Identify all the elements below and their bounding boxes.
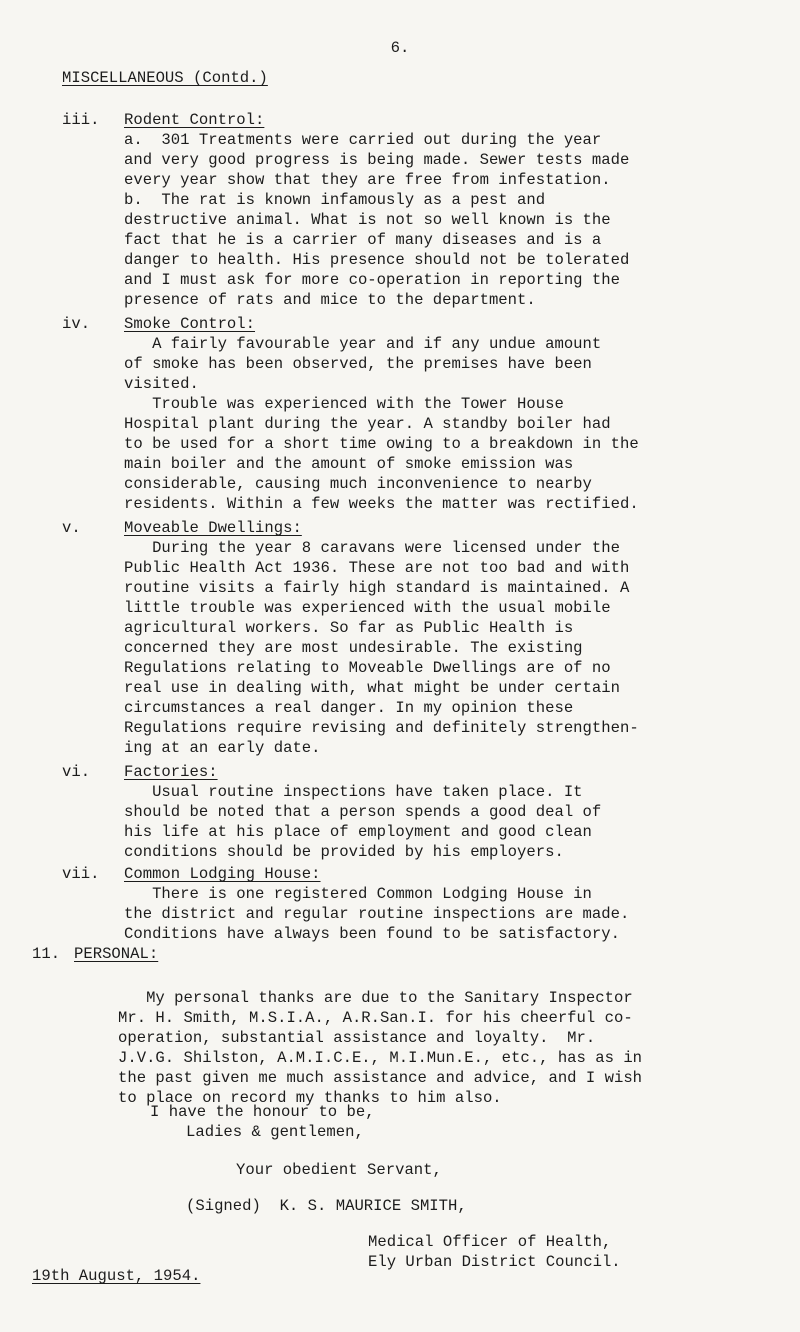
section-numeral: vi. (62, 763, 91, 781)
section-title: Rodent Control: (124, 111, 265, 129)
section-numeral: iv. (62, 315, 91, 333)
paragraph-line: concerned they are most undesirable. The existing (124, 639, 583, 657)
paragraph-line: routine visits a fairly high standard is maintained. A (124, 579, 630, 597)
section-numeral: vii. (62, 865, 100, 883)
paragraph-line: J.V.G. Shilston, A.M.I.C.E., M.I.Mun.E., etc., has as in (118, 1049, 643, 1067)
paragraph-line: operation, substantial assistance and loyalty. Mr. (118, 1029, 596, 1047)
paragraph-line: danger to health. His presence should not be tolerated (124, 251, 630, 269)
paragraph-line: considerable, causing much inconvenience to nearby (124, 475, 592, 493)
paragraph-line: fact that he is a carrier of many diseases and is a (124, 231, 602, 249)
paragraph-line: to be used for a short time owing to a breakdown in the (124, 435, 639, 453)
paragraph-line: Regulations relating to Moveable Dwellings are of no (124, 659, 611, 677)
section-title: Moveable Dwellings: (124, 519, 302, 537)
paragraph-line: of smoke has been observed, the premises have been (124, 355, 592, 373)
paragraph-line: agricultural workers. So far as Public Health is (124, 619, 574, 637)
paragraph-line: Regulations require revising and definitely strengthen- (124, 719, 639, 737)
signatory-council: Ely Urban District Council. (368, 1253, 621, 1271)
paragraph-line: real use in dealing with, what might be under certain (124, 679, 620, 697)
paragraph-line: the past given me much assistance and advice, and I wish (118, 1069, 643, 1087)
section-title: PERSONAL: (74, 945, 159, 963)
paragraph-line: to place on record my thanks to him also. (118, 1089, 502, 1107)
paragraph-line: visited. (124, 375, 199, 393)
paragraph-line: Hospital plant during the year. A standby boiler had (124, 415, 611, 433)
section-heading: MISCELLANEOUS (Contd.) (62, 69, 268, 87)
paragraph-line: My personal thanks are due to the Sanitary Inspector (118, 989, 633, 1007)
section-title: Common Lodging House: (124, 865, 321, 883)
paragraph-line: little trouble was experienced with the usual mobile (124, 599, 611, 617)
paragraph-line: b. The rat is known infamously as a pest and (124, 191, 546, 209)
paragraph-line: Conditions have always been found to be satisfactory. (124, 925, 620, 943)
paragraph-line: destructive animal. What is not so well known is the (124, 211, 611, 229)
paragraph-line: A fairly favourable year and if any undue amount (124, 335, 602, 353)
page-number: 6. (390, 39, 410, 57)
paragraph-line: Usual routine inspections have taken place. It (124, 783, 583, 801)
paragraph-line: the district and regular routine inspections are made. (124, 905, 630, 923)
paragraph-line: ing at an early date. (124, 739, 321, 757)
section-numeral: iii. (62, 111, 100, 129)
section-title: Factories: (124, 763, 218, 781)
paragraph-line: circumstances a real danger. In my opinion these (124, 699, 574, 717)
paragraph-line: residents. Within a few weeks the matter was rectified. (124, 495, 639, 513)
paragraph-line: There is one registered Common Lodging House in (124, 885, 592, 903)
paragraph-line: main boiler and the amount of smoke emission was (124, 455, 574, 473)
paragraph-line: every year show that they are free from infestation. (124, 171, 611, 189)
paragraph-line: Trouble was experienced with the Tower House (124, 395, 564, 413)
closing-salutation: Ladies & gentlemen, (186, 1123, 364, 1141)
signature-line: (Signed) K. S. MAURICE SMITH, (186, 1197, 467, 1215)
paragraph-line: Mr. H. Smith, M.S.I.A., A.R.San.I. for his cheerful co- (118, 1009, 633, 1027)
section-numeral: v. (62, 519, 81, 537)
section-title: Smoke Control: (124, 315, 256, 333)
paragraph-line: conditions should be provided by his employers. (124, 843, 564, 861)
paragraph-line: a. 301 Treatments were carried out during the year (124, 131, 602, 149)
paragraph-line: During the year 8 caravans were licensed under the (124, 539, 620, 557)
closing-servant: Your obedient Servant, (236, 1161, 442, 1179)
paragraph-line: and I must ask for more co-operation in reporting the (124, 271, 620, 289)
signatory-title: Medical Officer of Health, (368, 1233, 612, 1251)
paragraph-line: and very good progress is being made. Sewer tests made (124, 151, 630, 169)
personal-paragraph (118, 988, 800, 1108)
paragraph-line: presence of rats and mice to the department. (124, 291, 536, 309)
paragraph-line: should be noted that a person spends a good deal of (124, 803, 602, 821)
paragraph-line: his life at his place of employment and good clean (124, 823, 592, 841)
paragraph-line: Public Health Act 1936. These are not too bad and with (124, 559, 630, 577)
report-date: 19th August, 1954. (32, 1267, 201, 1285)
closing-honour: I have the honour to be, (150, 1103, 375, 1121)
section-numeral: 11. (32, 945, 61, 963)
